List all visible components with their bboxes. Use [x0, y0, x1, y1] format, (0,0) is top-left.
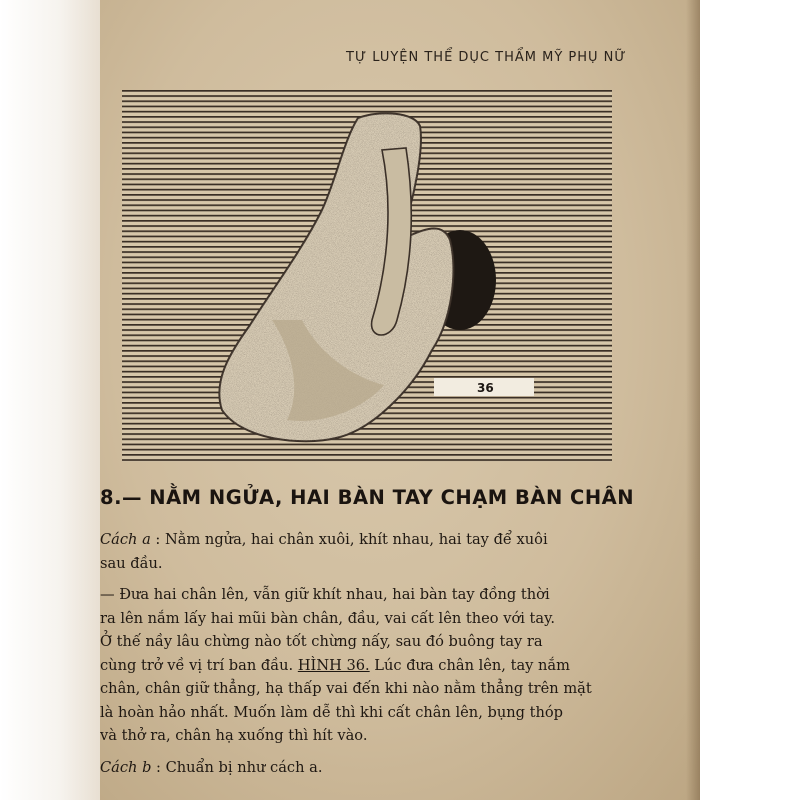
section-title: 8.— NẰM NGỬA, HAI BÀN TAY CHẠM BÀN CHÂN	[100, 486, 635, 509]
line-5: Ở thế nầy lâu chừng nào tốt chừng nấy, sau đó buông tay ra	[100, 633, 543, 650]
line-9: và thở ra, chân hạ xuống thì hít vào.	[100, 727, 368, 744]
paragraph-line	[100, 756, 700, 780]
left-margin	[0, 0, 100, 800]
line-1: : Nằm ngửa, hai chân xuôi, khít nhau, hai tay để xuôi	[150, 531, 548, 548]
line-8: là hoàn hảo nhất. Muốn làm dễ thì khi cất chân lên, bụng thóp	[100, 703, 563, 721]
line-2: sau đầu.	[100, 554, 163, 572]
line-6b: Lúc đưa chân lên, tay nắm	[369, 656, 570, 674]
figure-reference: HÌNH 36.	[297, 656, 370, 674]
line-3: — Đưa hai chân lên, vẫn giữ khít nhau, hai bàn tay đồng thời	[100, 586, 550, 603]
body-text	[100, 528, 700, 779]
right-margin	[700, 0, 800, 800]
line-6a: cùng trở về vị trí ban đầu.	[100, 656, 298, 674]
paragraph-line	[100, 528, 700, 552]
figure-number: 36	[477, 381, 494, 395]
line-10: : Chuẩn bị như cách a.	[151, 758, 323, 776]
line-4: ra lên nắm lấy hai mũi bàn chân, đầu, vai cất lên theo với tay.	[100, 609, 556, 627]
page-edge-shadow	[686, 0, 700, 800]
line-7: chân, chân giữ thẳng, hạ thấp vai đến khi nào nằm thẳng trên mặt	[100, 680, 592, 697]
cach-a-label: Cách a	[100, 531, 151, 548]
paragraph-line	[100, 654, 700, 678]
cach-b-label: Cách b	[100, 758, 152, 776]
running-head: TỰ LUYỆN THỂ DỤC THẨM MỸ PHỤ NỮ	[346, 50, 627, 65]
exercise-illustration	[122, 90, 612, 462]
book-page	[100, 0, 700, 800]
